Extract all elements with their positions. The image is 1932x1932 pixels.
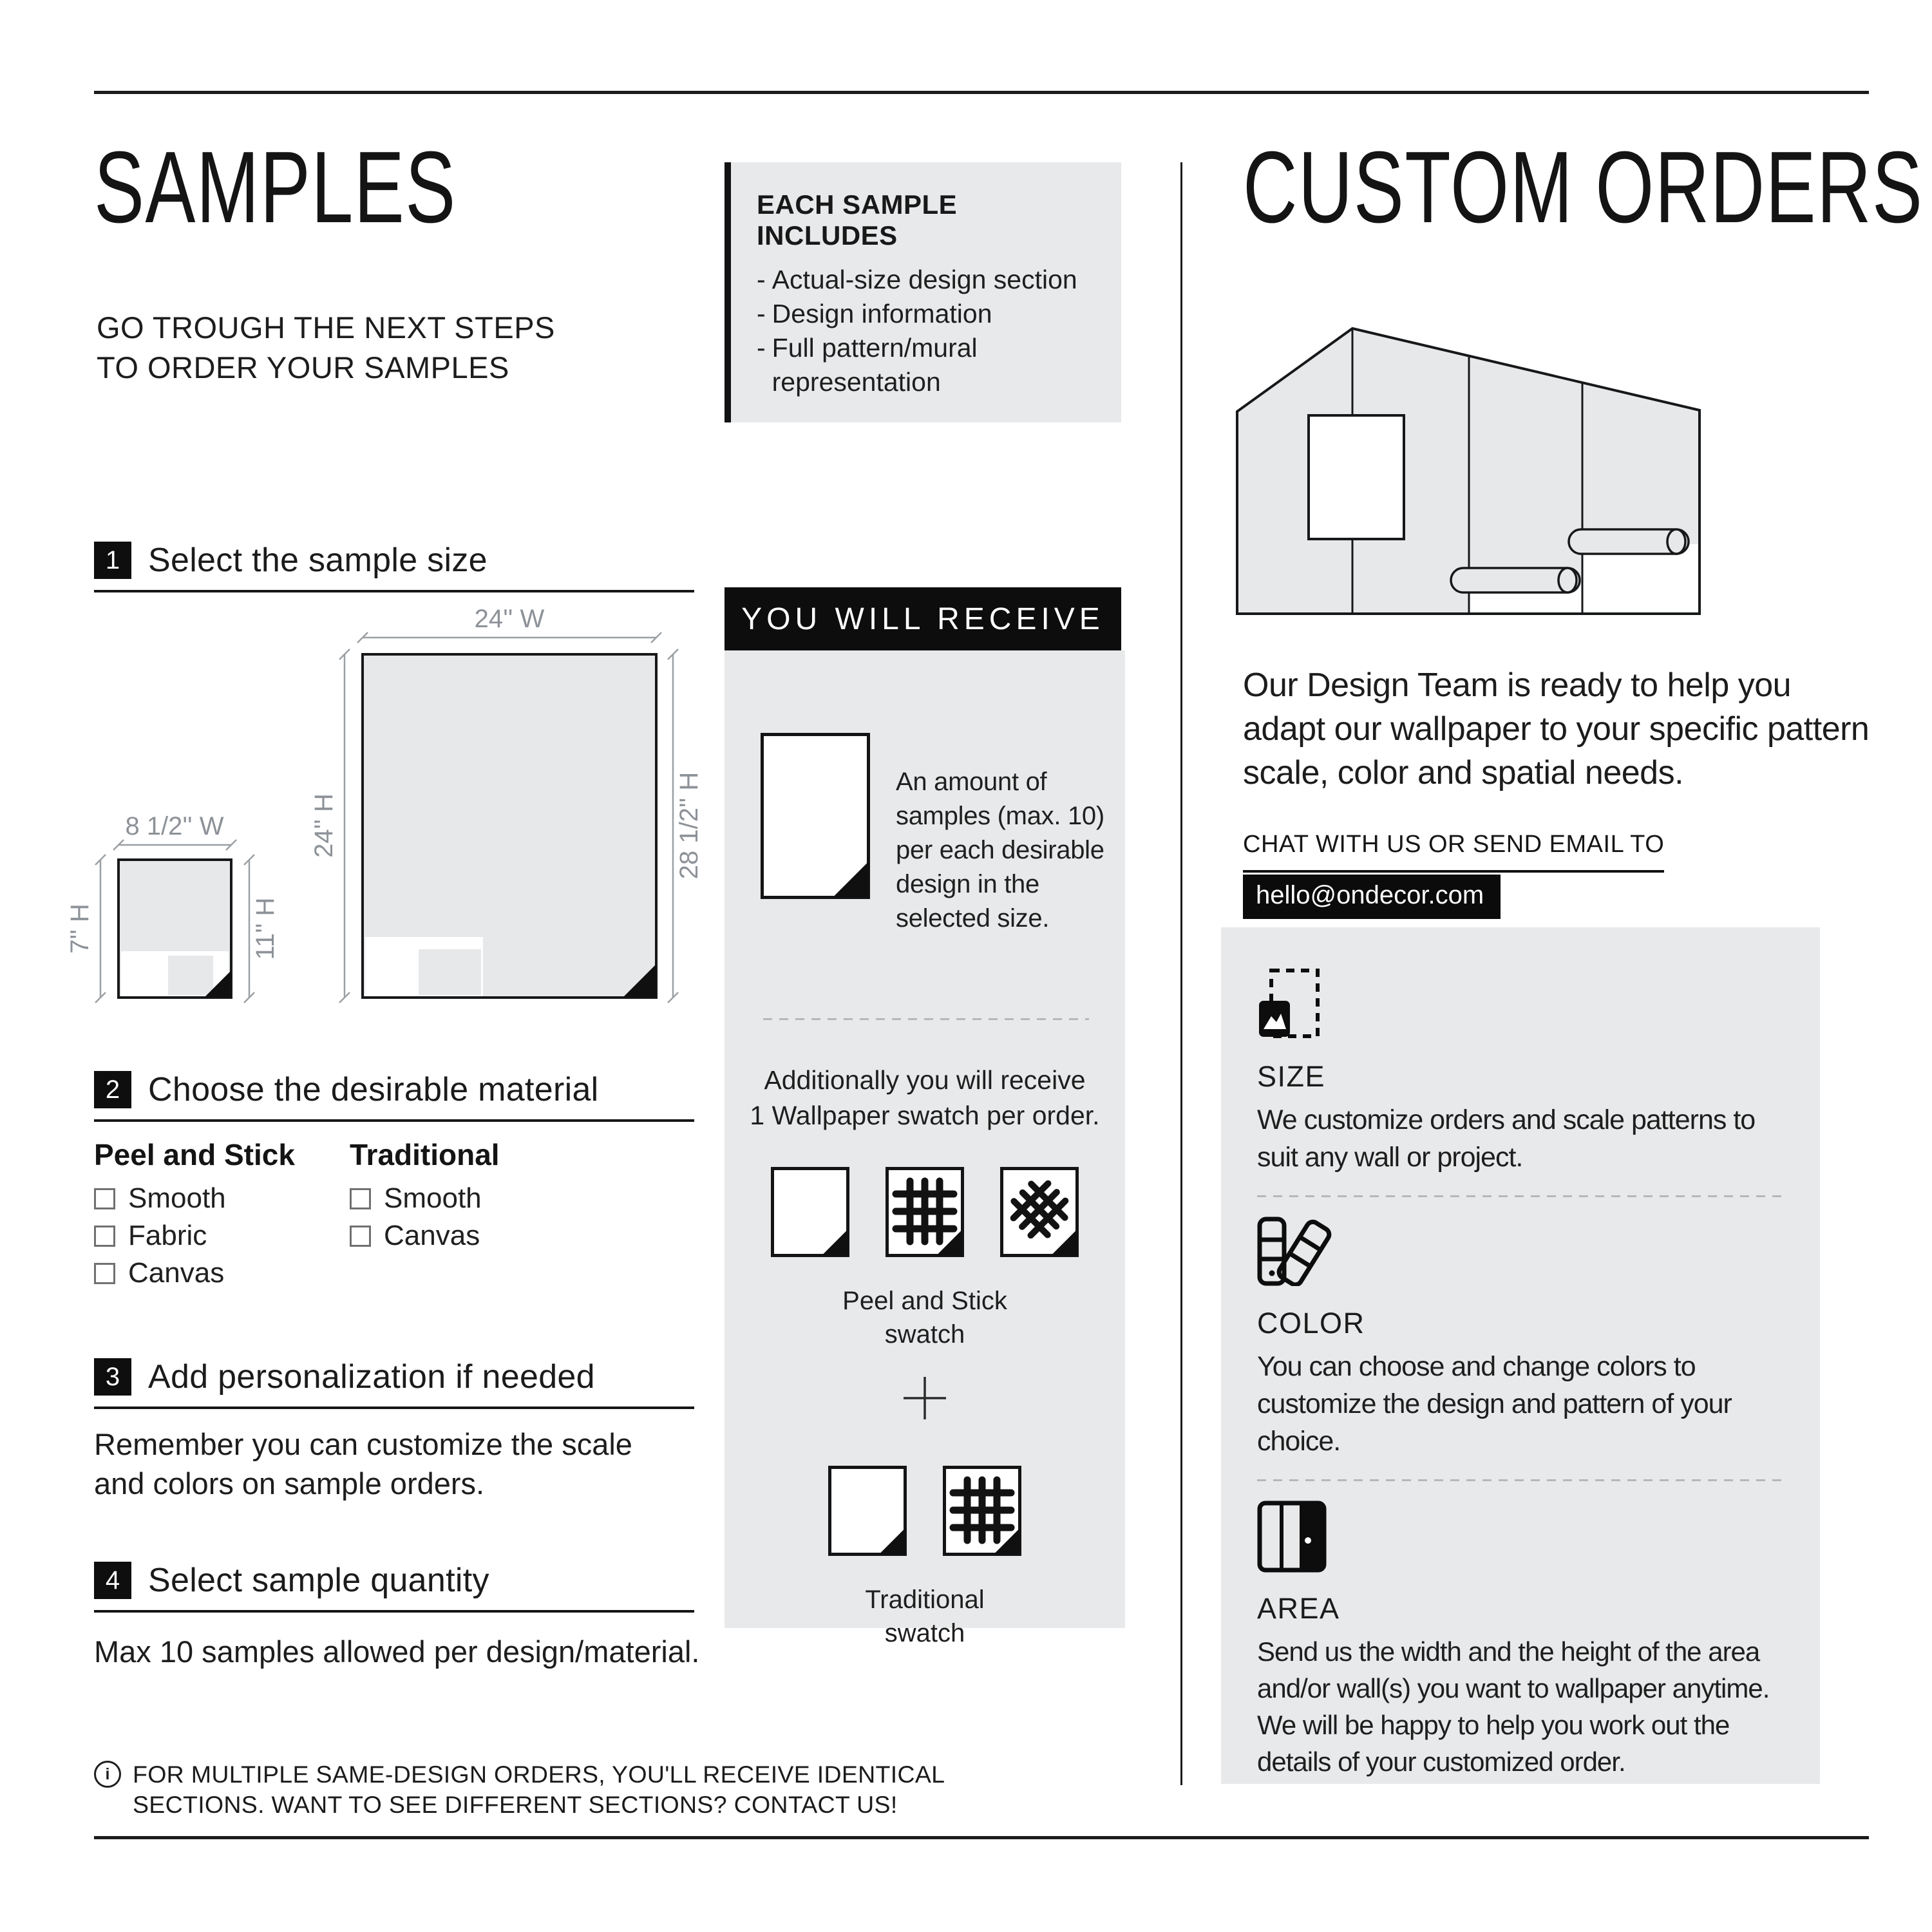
top-divider xyxy=(94,91,1869,94)
you-will-receive-header: YOU WILL RECEIVE xyxy=(724,587,1121,650)
step3-text: Remember you can customize the scale and colors on sample orders. xyxy=(94,1427,632,1501)
sample-amount-text: An amount of samples (max. 10) per each desirable design in the selected size. xyxy=(896,768,1104,933)
traditional-title: Traditional xyxy=(350,1138,500,1171)
large-height-right-label: 28 1/2'' H xyxy=(675,772,703,880)
step2-header xyxy=(94,1070,694,1122)
includes-title: EACH SAMPLE INCLUDES xyxy=(757,189,958,251)
large-height-left-label: 24'' H xyxy=(310,793,338,858)
step2-label: Choose the desirable material xyxy=(148,1071,599,1108)
plus-icon xyxy=(901,1374,949,1422)
grid-swatch-icon xyxy=(886,1167,964,1257)
color-feature-icon-wrap xyxy=(1257,1217,1784,1289)
peel-and-stick-title: Peel and Stick xyxy=(94,1138,295,1171)
dashed-divider xyxy=(763,1018,1089,1020)
color-feature-title: COLOR xyxy=(1257,1307,1365,1340)
plain-swatch-icon xyxy=(828,1466,907,1556)
color-swatchbook-icon xyxy=(1257,1217,1333,1286)
checkbox-peel-canvas[interactable] xyxy=(94,1263,115,1284)
sample-sheet-icon xyxy=(761,733,870,899)
large-width-label: 24'' W xyxy=(474,609,545,633)
includes-item: - Actual-size design section xyxy=(757,265,1077,294)
lattice-swatch-icon xyxy=(1000,1167,1079,1257)
small-height-right-label: 11'' H xyxy=(251,897,279,960)
step4-number-badge: 4 xyxy=(94,1562,131,1599)
size-feature-title: SIZE xyxy=(1257,1060,1326,1093)
each-sample-includes-box xyxy=(724,162,1121,422)
color-feature-text: You can choose and change colors to customize the design and pattern of your choice. xyxy=(1257,1351,1732,1457)
you-will-receive-panel xyxy=(724,650,1125,1647)
option-trad-smooth: Smooth xyxy=(350,1182,482,1215)
option-peel-canvas: Canvas xyxy=(94,1257,224,1289)
area-feature-icon-wrap xyxy=(1257,1501,1784,1576)
includes-item: - Full pattern/mural representation xyxy=(757,333,978,397)
area-feature-text: Send us the width and the height of the area and/or wall(s) you want to wallpaper anytime. We will be happy to help you work out the details of your customized order. xyxy=(1257,1636,1770,1777)
custom-orders-panel xyxy=(1221,927,1820,1784)
dashed-divider xyxy=(1257,1195,1784,1197)
footnote: i FOR MULTIPLE SAME-DESIGN ORDERS, YOU'LL RECEIVE IDENTICAL SECTIONS. WANT TO SEE DIFFERENT SECTIONS? CONTACT US! xyxy=(94,1759,945,1820)
email-link[interactable]: hello@ondecor.com xyxy=(1243,875,1501,919)
size-feature-icon-wrap xyxy=(1257,967,1784,1043)
checkbox-trad-smooth[interactable] xyxy=(350,1188,371,1209)
traditional-swatch-row xyxy=(724,1466,1125,1556)
samples-intro-line2: TO ORDER YOUR SAMPLES xyxy=(97,350,509,384)
includes-item: - Design information xyxy=(757,299,992,328)
sample-size-diagram xyxy=(52,609,721,1028)
column-divider xyxy=(1180,162,1182,1785)
checkbox-peel-fabric[interactable] xyxy=(94,1226,115,1247)
plus-symbol xyxy=(724,1374,1125,1422)
samples-title: SAMPLES xyxy=(94,131,457,244)
step3-number-badge: 3 xyxy=(94,1358,131,1396)
wallpaper-roll xyxy=(1451,568,1580,592)
house-wallpaper-illustration xyxy=(1224,322,1703,621)
step2-number-badge: 2 xyxy=(94,1071,131,1108)
sample-amount-row xyxy=(724,733,1125,936)
samples-intro xyxy=(97,308,555,388)
custom-orders-title: CUSTOM ORDERS xyxy=(1243,131,1924,244)
step4-text: Max 10 samples allowed per design/material. xyxy=(94,1634,700,1669)
additional-swatch-text: Additionally you will receive 1 Wallpaper swatch per order. xyxy=(750,1065,1100,1130)
step1-number-badge: 1 xyxy=(94,542,131,579)
step4-header xyxy=(94,1561,694,1613)
samples-intro-line1: GO TROUGH THE NEXT STEPS xyxy=(97,310,555,345)
option-peel-smooth: Smooth xyxy=(94,1182,226,1215)
step3-label: Add personalization if needed xyxy=(148,1358,595,1396)
small-width-label: 8 1/2'' W xyxy=(125,812,224,840)
small-height-left-label: 7'' H xyxy=(66,904,94,954)
chat-with-us-label: CHAT WITH US OR SEND EMAIL TO xyxy=(1243,831,1664,873)
step1-header xyxy=(94,541,694,592)
bottom-divider xyxy=(94,1836,1869,1839)
wallpaper-roll xyxy=(1569,529,1689,554)
dashed-divider xyxy=(1257,1479,1784,1481)
info-icon: i xyxy=(94,1761,121,1788)
size-feature-text: We customize orders and scale patterns to suit any wall or project. xyxy=(1257,1104,1756,1173)
peel-swatch-row xyxy=(724,1167,1125,1257)
step1-label: Select the sample size xyxy=(148,542,488,579)
step4-label: Select sample quantity xyxy=(148,1562,489,1599)
window xyxy=(1309,415,1404,539)
plain-swatch-icon xyxy=(771,1167,849,1257)
traditional-swatch-caption: Traditional swatch xyxy=(865,1586,985,1647)
step3-header xyxy=(94,1358,694,1409)
option-trad-canvas: Canvas xyxy=(350,1220,480,1252)
grid-swatch-icon xyxy=(943,1466,1021,1556)
custom-orders-intro: Our Design Team is ready to help you adapt our wallpaper to your specific pattern scale, color and spatial needs. xyxy=(1243,667,1870,791)
checkbox-trad-canvas[interactable] xyxy=(350,1226,371,1247)
area-feature-title: AREA xyxy=(1257,1592,1340,1625)
peel-swatch-caption: Peel and Stick swatch xyxy=(842,1287,1007,1349)
option-peel-fabric: Fabric xyxy=(94,1220,207,1252)
checkbox-peel-smooth[interactable] xyxy=(94,1188,115,1209)
resize-crop-icon xyxy=(1257,967,1321,1039)
wall-panels-icon xyxy=(1257,1501,1327,1573)
